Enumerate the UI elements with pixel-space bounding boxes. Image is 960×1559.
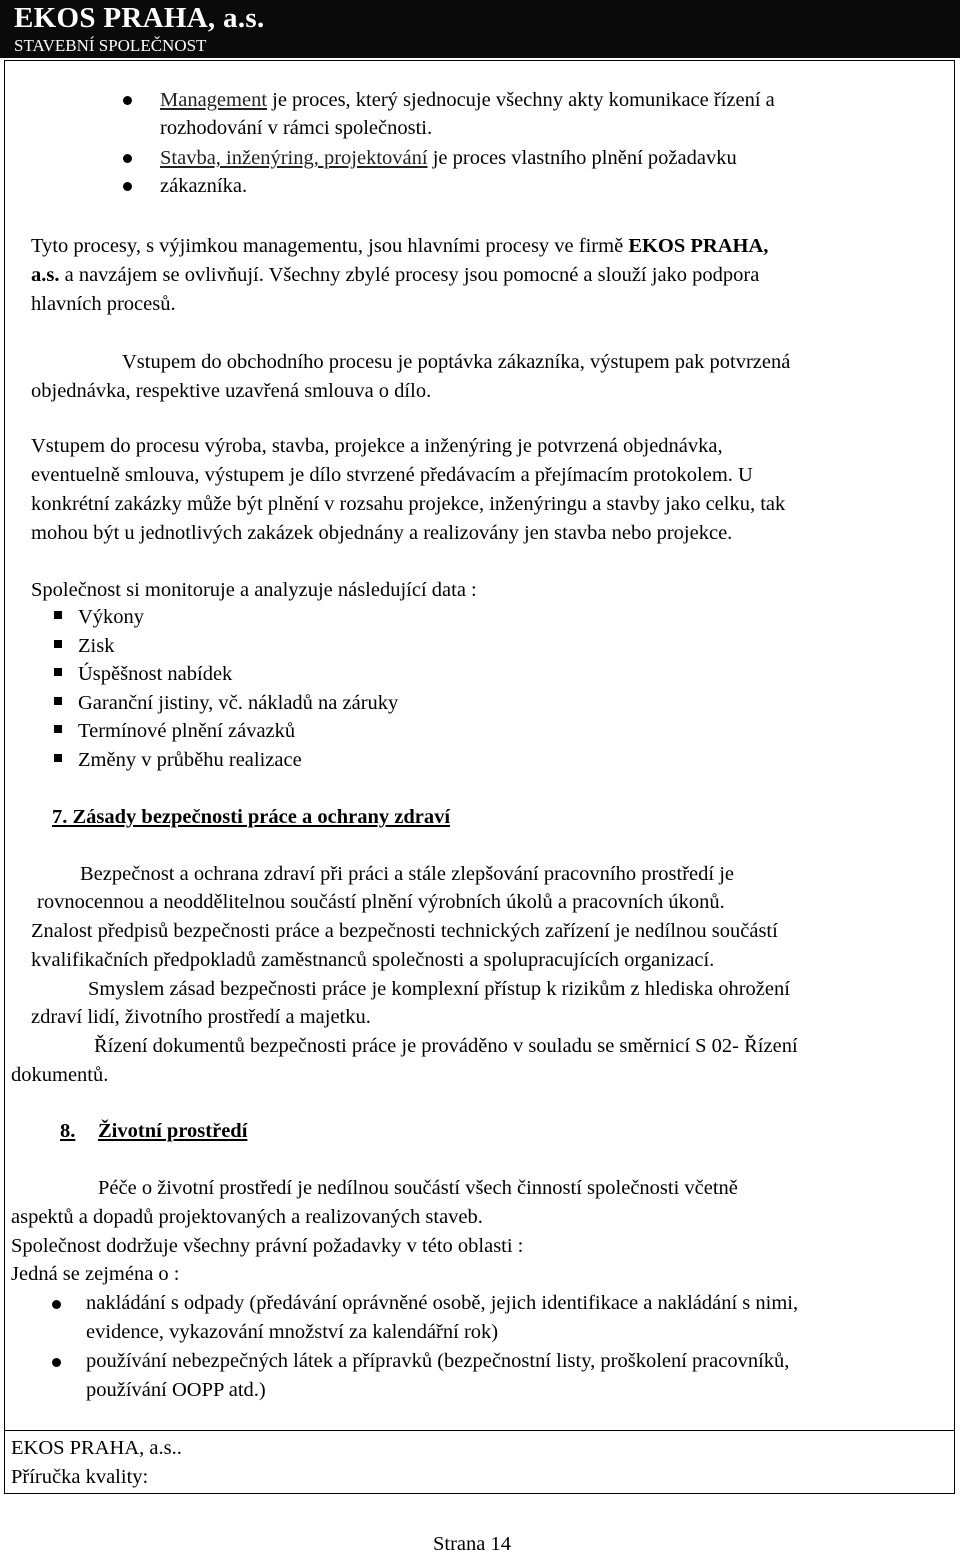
section7-line: Řízení dokumentů bezpečnosti práce je prováděno v souladu se směrnicí S 02- Řízení [94,1035,798,1057]
footer-divider [4,1430,955,1431]
stavba-link[interactable]: Stavba, inženýring, projektování [160,147,428,169]
company-title: EKOS PRAHA, a.s. [14,2,265,34]
production-line4: mohou být u jednotlivých zakázek objednány a realizovány jen stavba nebo projekce. [31,522,733,544]
bullet-icon [123,182,132,191]
square-bullet-icon [54,611,62,619]
production-line1: Vstupem do procesu výroba, stavba, projekce a inženýring je potvrzená objednávka, [31,435,723,457]
section8-line: Společnost dodržuje všechny právní požadavky v této oblasti : [11,1235,524,1257]
section8-line: Jedná se zejména o : [11,1263,180,1285]
main-processes-line3: hlavních procesů. [31,293,176,315]
page-number: Strana 14 [433,1533,511,1555]
monitoring-item: Termínové plnění závazků [78,720,296,742]
page-header [0,0,960,58]
section8-number: 8. [60,1120,76,1142]
section8-bullet-line2: evidence, vykazování množství za kalendářní rok) [86,1321,499,1343]
bullet-icon [52,1358,61,1367]
section7-line: Smyslem zásad bezpečnosti práce je komplexní přístup k rizikům z hlediska ohrožení [88,978,790,1000]
section7-heading: 7. Zásady bezpečnosti práce a ochrany zdraví [52,806,451,828]
bullet-icon [123,96,132,105]
square-bullet-icon [54,640,62,648]
business-process-line2: objednávka, respektive uzavřená smlouva o dílo. [31,380,432,402]
monitoring-item: Změny v průběhu realizace [78,749,302,771]
section8-bullet-line2: používání OOPP atd.) [86,1379,266,1401]
main-processes-line1: Tyto procesy, s výjimkou managementu, jsou hlavními procesy ve firmě EKOS PRAHA, [31,235,769,257]
main-processes-line2: a.s. a navzájem se ovlivňují. Všechny zbylé procesy jsou pomocné a slouží jako podpora [31,264,760,286]
section8-bullet: používání nebezpečných látek a přípravků (bezpečnostní listy, proškolení pracovníků, [86,1350,790,1372]
bullet-icon [123,154,132,163]
monitoring-item: Úspěšnost nabídek [78,663,233,685]
company-subtitle: STAVEBNÍ SPOLEČNOST [14,36,207,55]
bullet-stavba-line2: zákazníka. [160,175,248,197]
bullet-management: Management je proces, který sjednocuje všechny akty komunikace řízení a [160,89,775,111]
bullet-icon [52,1300,61,1309]
section7-line: kvalifikačních předpokladů zaměstnanců společnosti a spolupracujících organizací. [31,949,715,971]
section7-line: zdraví lidí, životního prostředí a majetku. [31,1006,371,1028]
footer-company: EKOS PRAHA, a.s.. [11,1437,182,1459]
section7-line: dokumentů. [11,1064,109,1086]
bullet-management-line2: rozhodování v rámci společnosti. [160,117,433,139]
section7-line: Bezpečnost a ochrana zdraví při práci a stále zlepšování pracovního prostředí je [80,863,735,885]
square-bullet-icon [54,754,62,762]
monitoring-item: Garanční jistiny, vč. nákladů na záruky [78,692,399,714]
section8-line: Péče o životní prostředí je nedílnou součástí všech činností společnosti včetně [98,1177,738,1199]
square-bullet-icon [54,668,62,676]
monitoring-item: Zisk [78,635,115,657]
production-line2: eventuelně smlouva, výstupem je dílo stvrzené předávacím a přejímacím protokolem. U [31,464,753,486]
section8-bullet: nakládání s odpady (předávání oprávněné osobě, jejich identifikace a nakládání s nimi, [86,1292,799,1314]
section8-line: aspektů a dopadů projektovaných a realizovaných staveb. [11,1206,483,1228]
square-bullet-icon [54,697,62,705]
square-bullet-icon [54,725,62,733]
footer-manual: Příručka kvality: [11,1466,149,1488]
management-link[interactable]: Management [160,89,268,111]
bullet-stavba: Stavba, inženýring, projektování je proces vlastního plnění požadavku [160,147,737,169]
monitoring-intro: Společnost si monitoruje a analyzuje následující data : [31,579,477,601]
section7-line: rovnocennou a neoddělitelnou součástí plnění výrobních úkolů a pracovních úkonů. [37,891,725,913]
production-line3: konkrétní zakázky může být plnění v rozsahu projekce, inženýringu a stavby jako celku, tak [31,493,786,515]
section8-title: Životní prostředí [98,1120,248,1142]
monitoring-item: Výkony [78,606,145,628]
business-process-line1: Vstupem do obchodního procesu je poptávka zákazníka, výstupem pak potvrzená [122,351,791,373]
section7-line: Znalost předpisů bezpečnosti práce a bezpečnosti technických zařízení je nedílnou součástí [31,920,778,942]
